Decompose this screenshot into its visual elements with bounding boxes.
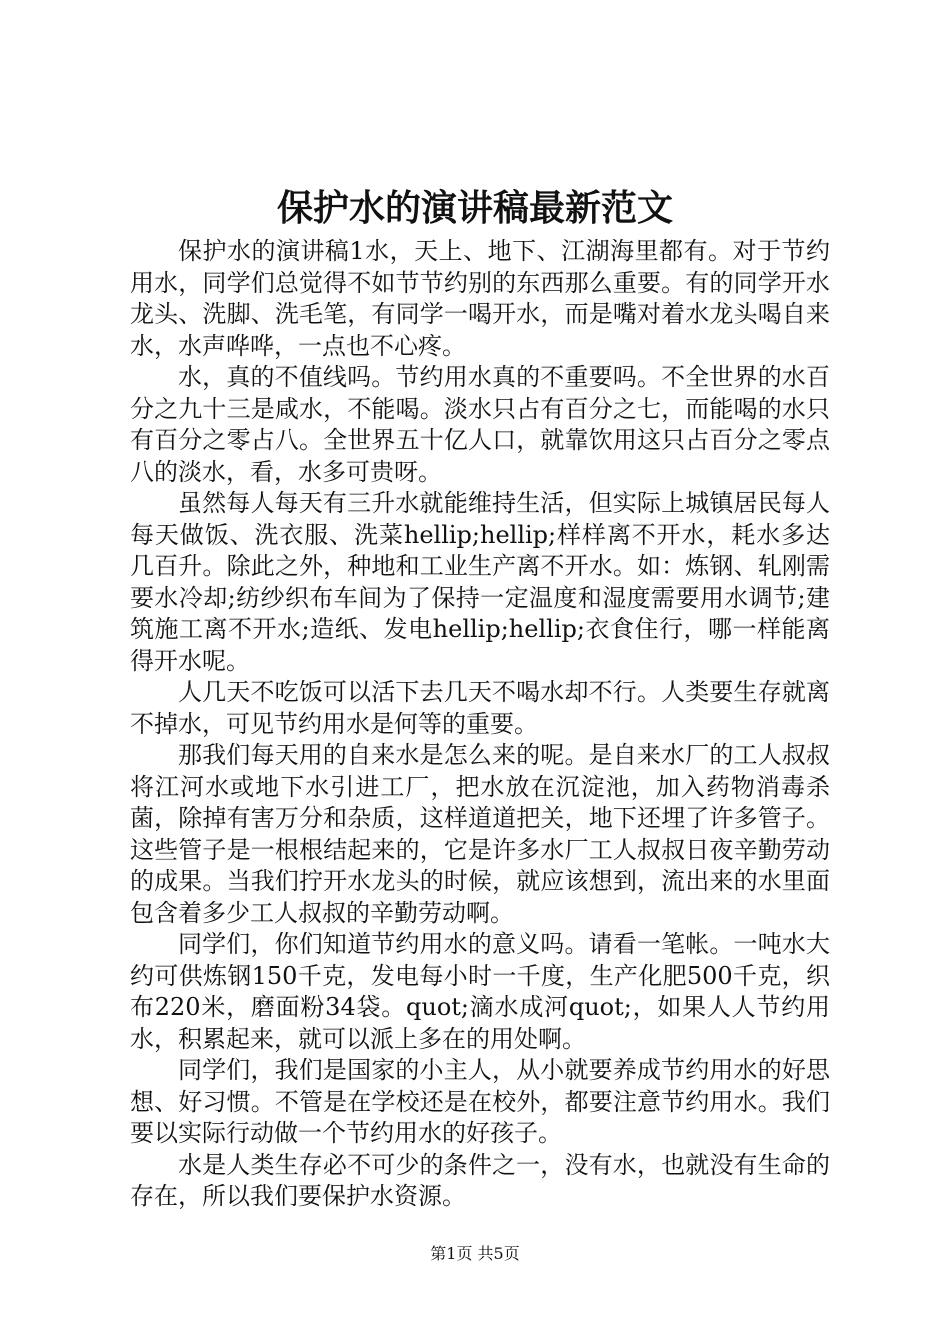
paragraph: 那我们每天用的自来水是怎么来的呢。是自来水厂的工人叔叔将江河水或地下水引进工厂，把水放在沉淀池，加入药物消毒杀菌，除掉有害万分和杂质，这样道道把关，地下还埋了许多管子。这些管子是一根根结起来的，它是许多水厂工人叔叔日夜辛勤劳动的成果。当我们拧开水龙头的时候，就应该想到，流出来的水里面包含着多少工人叔叔的辛勤劳动啊。 bbox=[130, 741, 830, 927]
document-title: 保护水的演讲稿最新范文 bbox=[276, 187, 673, 229]
paragraph: 同学们，我们是国家的小主人，从小就要养成节约用水的好思想、好习惯。不管是在学校还是在校外，都要注意节约用水。我们要以实际行动做一个节约用水的好孩子。 bbox=[130, 1056, 830, 1147]
paragraph: 虽然每人每天有三升水就能维持生活，但实际上城镇居民每人每天做饭、洗衣服、洗菜hellip;hellip;样样离不开水，耗水多达几百升。除此之外，种地和工业生产离不开水。如：炼钢、轧刚需要水冷却;纺纱织布车间为了保持一定温度和湿度需要用水调节;建筑施工离不开水;造纸、发电hellip;hellip;衣食住行，哪一样能离得开水呢。 bbox=[130, 489, 830, 675]
paragraph: 水，真的不值线吗。节约用水真的不重要吗。不全世界的水百分之九十三是咸水，不能喝。淡水只占有百分之七，而能喝的水只有百分之零占八。全世界五十亿人口，就靠饮用这只占百分之零点八的淡水，看，水多可贵呀。 bbox=[130, 363, 830, 486]
paragraph: 保护水的演讲稿1水，天上、地下、江湖海里都有。对于节约用水，同学们总觉得不如节节约别的东西那么重要。有的同学开水龙头、洗脚、洗毛笔，有同学一喝开水，而是嘴对着水龙头喝自来水，水声哗哗，一点也不心疼。 bbox=[130, 237, 830, 360]
paragraph: 人几天不吃饭可以活下去几天不喝水却不行。人类要生存就离不掉水，可见节约用水是何等的重要。 bbox=[130, 678, 830, 738]
document-body bbox=[130, 236, 830, 1213]
paragraph: 同学们，你们知道节约用水的意义吗。请看一笔帐。一吨水大约可供炼钢150千克，发电每小时一千度，生产化肥500千克，织布220米，磨面粉34袋。quot;滴水成河quot;，如果人人节约用水，积累起来，就可以派上多在的用处啊。 bbox=[130, 930, 830, 1053]
page-number-footer: 第1页 共5页 bbox=[430, 1244, 520, 1263]
paragraph: 水是人类生存必不可少的条件之一，没有水，也就没有生命的存在，所以我们要保护水资源。 bbox=[130, 1150, 830, 1210]
